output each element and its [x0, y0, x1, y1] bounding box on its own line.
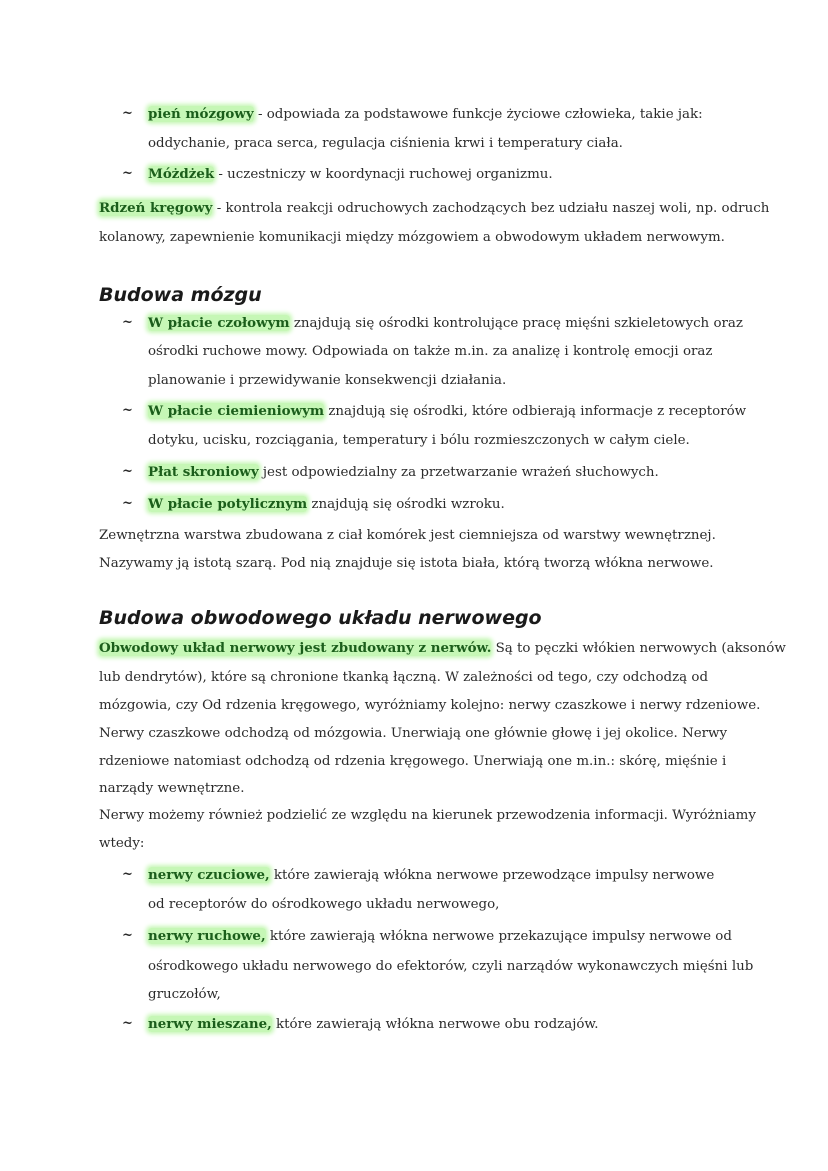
paragraph-line — [99, 198, 769, 219]
list-item — [148, 494, 505, 515]
paragraph-line: Nerwy czaszkowe odchodzą od mózgowia. Unerwiają one głównie głowę i jej okolice. Nerwy — [99, 726, 728, 741]
paragraph-line: Nazywamy ją istotą szarą. Pod nią znajduje się istota biała, którą tworzą włókna nerwowe. — [99, 556, 714, 571]
item-text: które zawierają włókna nerwowe przewodzące impulsy nerwowe — [269, 868, 715, 883]
item-text: - odpowiada za podstawowe funkcje życiowe człowieka, takie jak: — [253, 107, 703, 122]
list-item — [148, 462, 659, 483]
list-item — [148, 313, 743, 334]
list-item — [148, 865, 714, 886]
paragraph-line — [99, 638, 786, 659]
paragraph-line: lub dendrytów), które są chronione tkanką łączną. W zależności od tego, czy odchodzą od — [99, 670, 709, 685]
item-text-continued: planowanie i przewidywanie konsekwencji działania. — [148, 373, 507, 388]
paragraph-line: mózgowia, czy Od rdzenia kręgowego, wyróżniamy kolejno: nerwy czaszkowe i nerwy rdzeniowe. — [99, 698, 761, 713]
item-text-continued: ośrodkowego układu nerwowego do efektorów, czyli narządów wykonawczych mięśni lub — [148, 959, 754, 974]
item-text: znajdują się ośrodki kontrolujące pracę mięśni szkieletowych oraz — [289, 316, 743, 331]
item-text-continued: dotyku, ucisku, rozciągania, temperatury i bólu rozmieszczonych w całym ciele. — [148, 433, 690, 448]
bullet-icon: ~ — [122, 166, 133, 181]
list-item — [148, 926, 732, 947]
highlighted-term: Obwodowy układ nerwowy jest zbudowany z nerwów. — [99, 640, 492, 656]
item-text: znajdują się ośrodki, które odbierają informacje z receptorów — [324, 404, 747, 419]
paragraph-line: kolanowy, zapewnienie komunikacji między mózgowiem a obwodowym układem nerwowym. — [99, 230, 725, 245]
highlighted-term: W płacie ciemieniowym — [148, 403, 325, 419]
section-heading: Budowa obwodowego układu nerwowego — [99, 607, 542, 629]
paragraph-text: Są to pęczki włókien nerwowych (aksonów — [491, 641, 786, 656]
list-item — [148, 164, 553, 185]
bullet-icon: ~ — [122, 867, 133, 882]
bullet-icon: ~ — [122, 464, 133, 479]
item-text-continued: ośrodki ruchowe mowy. Odpowiada on także m.in. za analizę i kontrolę emocji oraz — [148, 344, 713, 359]
item-text-continued: od receptorów do ośrodkowego układu nerwowego, — [148, 897, 500, 912]
highlighted-term: Rdzeń kręgowy — [99, 200, 213, 216]
paragraph-line: narządy wewnętrzne. — [99, 781, 245, 796]
highlighted-term: Płat skroniowy — [148, 464, 259, 480]
paragraph-line: wtedy: — [99, 836, 145, 851]
bullet-icon: ~ — [122, 1016, 133, 1031]
item-text: które zawierają włókna nerwowe przekazujące impulsy nerwowe od — [265, 929, 732, 944]
highlighted-term: pień mózgowy — [148, 106, 254, 122]
highlighted-term: W płacie potylicznym — [148, 496, 308, 512]
highlighted-term: W płacie czołowym — [148, 315, 290, 331]
section-heading: Budowa mózgu — [99, 284, 262, 306]
bullet-icon: ~ — [122, 315, 133, 330]
highlighted-term: nerwy ruchowe, — [148, 928, 266, 944]
item-text-continued: gruczołów, — [148, 987, 221, 1002]
highlighted-term: nerwy czuciowe, — [148, 867, 270, 883]
paragraph-line: Zewnętrzna warstwa zbudowana z ciał komórek jest ciemniejsza od warstwy wewnętrznej. — [99, 528, 716, 543]
paragraph-line: rdzeniowe natomiast odchodzą od rdzenia kręgowego. Unerwiają one m.in.: skórę, mięśnie i — [99, 754, 727, 769]
item-text: które zawierają włókna nerwowe obu rodzajów. — [271, 1017, 599, 1032]
paragraph-line: Nerwy możemy również podzielić ze względu na kierunek przewodzenia informacji. Wyróżniamy — [99, 808, 756, 823]
paragraph-text: - kontrola reakcji odruchowych zachodzących bez udziału naszej woli, np. odruch — [212, 201, 770, 216]
highlighted-term: Móżdżek — [148, 166, 215, 182]
list-item — [148, 104, 703, 125]
item-text: znajdują się ośrodki wzroku. — [307, 497, 505, 512]
bullet-icon: ~ — [122, 403, 133, 418]
highlighted-term: nerwy mieszane, — [148, 1016, 272, 1032]
bullet-icon: ~ — [122, 496, 133, 511]
list-item — [148, 401, 746, 422]
bullet-icon: ~ — [122, 928, 133, 943]
item-text: - uczestniczy w koordynacji ruchowej organizmu. — [214, 167, 553, 182]
item-text-continued: oddychanie, praca serca, regulacja ciśnienia krwi i temperatury ciała. — [148, 136, 623, 151]
list-item — [148, 1014, 599, 1035]
item-text: jest odpowiedzialny za przetwarzanie wrażeń słuchowych. — [258, 465, 659, 480]
bullet-icon: ~ — [122, 106, 133, 121]
